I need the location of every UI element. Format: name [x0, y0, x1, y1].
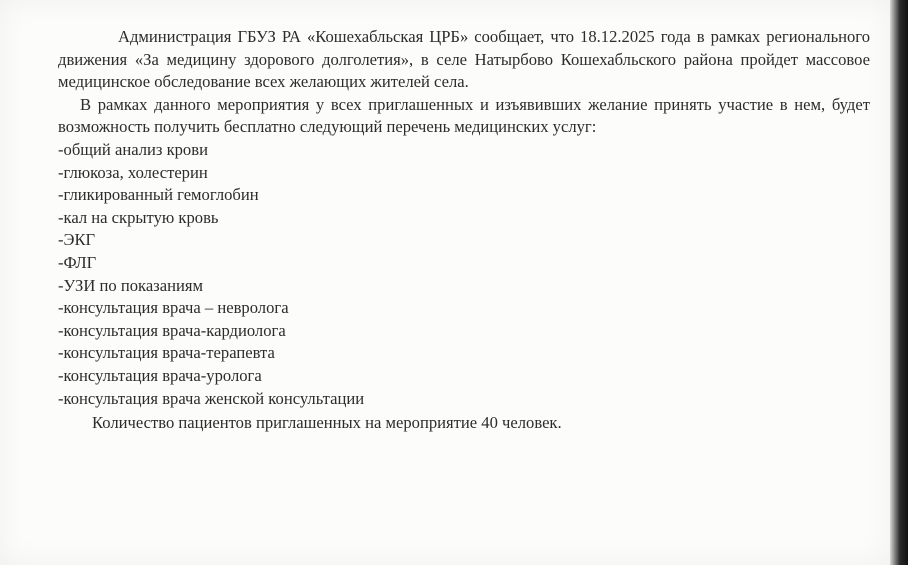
patient-count-paragraph: Количество пациентов приглашенных на мероприятие 40 человек. [92, 413, 562, 433]
services-list [58, 139, 870, 410]
services-intro-paragraph: В рамках данного мероприятия у всех приглашенных и изъявивших желание принять участие в нем, будет возможность получить бесплатно следующий перечень медицинских услуг: [58, 94, 870, 137]
list-item: -УЗИ по показаниям [58, 275, 203, 295]
document-body [58, 26, 870, 435]
list-item: -консультация врача-уролога [58, 365, 262, 385]
list-item: -глюкоза, холестерин [58, 162, 208, 182]
list-item: -гликированный гемоглобин [58, 185, 259, 205]
announcement-paragraph: Администрация ГБУЗ РА «Кошехабльская ЦРБ» сообщает, что 18.12.2025 года в рамках регионального движения «За медицину здорового долголетия», в селе Натырбово Кошехабльского района пройдет массовое медицинское обследование всех желающих жителей села. [58, 27, 870, 92]
list-item: -общий анализ крови [58, 139, 208, 159]
list-item: -консультация врача-кардиолога [58, 320, 286, 340]
list-item: -консультация врача женской консультации [58, 388, 365, 408]
list-item: -консультация врача-терапевта [58, 343, 275, 363]
paper-edge-shadow [890, 0, 908, 565]
list-item: -ФЛГ [58, 252, 97, 272]
list-item: -консультация врача – невролога [58, 298, 289, 318]
list-item: -кал на скрытую кровь [58, 207, 219, 227]
list-item: -ЭКГ [58, 230, 96, 250]
